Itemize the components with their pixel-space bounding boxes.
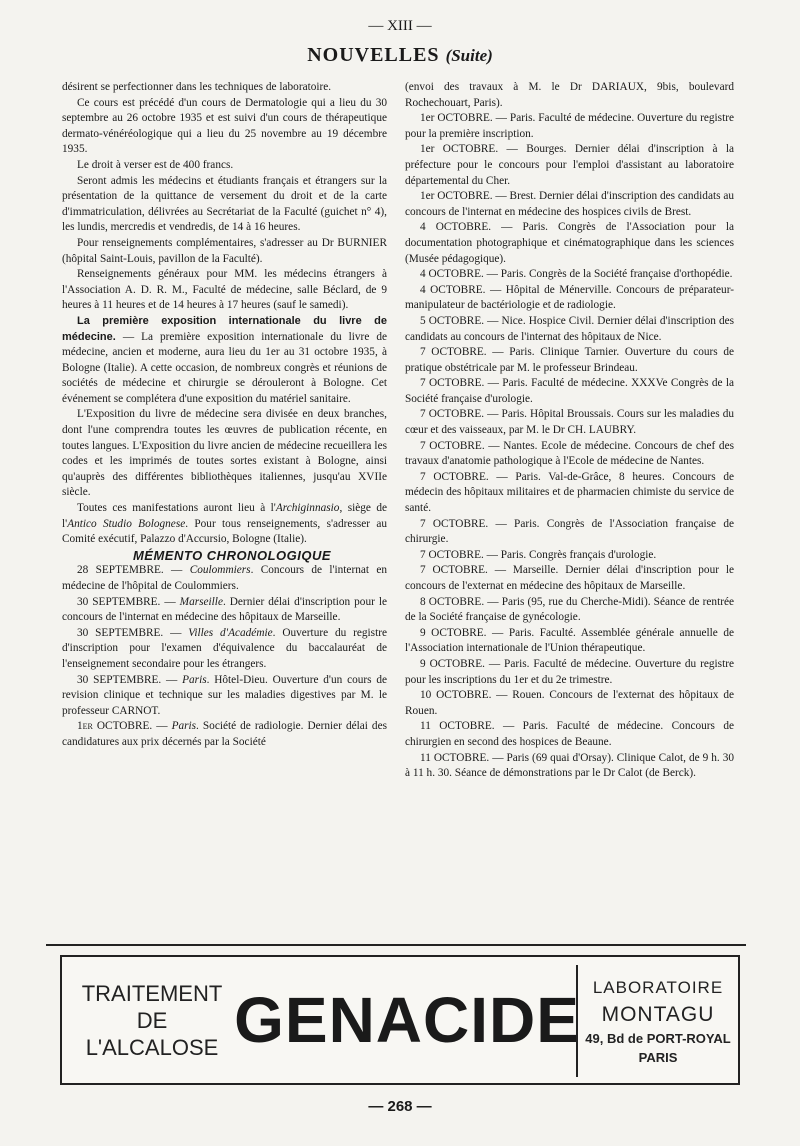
ad-line: MONTAGU	[601, 1003, 715, 1026]
memento-item: 7 OCTOBRE. — Paris. Hôpital Broussais. Cours sur les maladies du cœur et des vaisseaux, par M. le Dr CH. LAUBRY.	[405, 408, 734, 437]
memento-item: 7 OCTOBRE. — Paris. Clinique Tarnier. Ouverture du cours de pratique obstétricale par M. le professeur Brindeau.	[405, 346, 734, 374]
text: Archiginnasio	[275, 502, 340, 515]
title-main: NOUVELLES	[307, 44, 440, 66]
paragraph	[62, 501, 387, 548]
page-roman-number: — XIII —	[368, 18, 432, 34]
date: 28 SEPTEMBRE.	[77, 564, 164, 577]
paragraph: Renseignements généraux pour MM. les médecins étrangers à l'Association A. D. R. M., Faculté de médecine, salle Béclard, de 9 heures à 11 heures et de 14 heures à 17 heures (sauf le samedi).	[62, 268, 387, 312]
memento-item: 1er OCTOBRE. — Paris. Faculté de médecine. Ouverture du registre pour la première inscription.	[405, 112, 734, 140]
place: Paris	[182, 673, 207, 686]
memento-item: 30 SEPTEMBRE. — Villes d'Académie. Ouverture du registre d'inscription pour l'examen d'équivalence du baccalauréat de l'enseignement secondaire pour les étrangers.	[62, 626, 387, 670]
ad-line: L'ALCALOSE	[85, 1034, 219, 1060]
memento-item: 9 OCTOBRE. — Paris. Faculté de médecine. Ouverture du registre pour les inscriptions du 1er et du 2e trimestre.	[405, 657, 734, 686]
memento-item: 28 SEPTEMBRE. — Coulommiers. Concours de l'internat en médecine de l'hôpital de Coulommiers.	[62, 564, 387, 592]
memento-title: MÉMENTO CHRONOLOGIQUE	[132, 547, 332, 563]
memento-item: 4 OCTOBRE. — Paris. Congrès de l'Association pour la documentation photographique et cinématographique dans les sciences (Musée pédagogique).	[405, 221, 734, 265]
memento-item: 1er OCTOBRE. — Brest. Dernier délai d'inscription des candidats au concours de l'internat en médecine des hospices civils de Brest.	[405, 190, 734, 218]
memento-item: 7 OCTOBRE. — Nantes. Ecole de médecine. Concours de chef des travaux d'anatomie pathologique à l'Ecole de médecine de Nantes.	[405, 439, 734, 468]
place: Coulommiers	[189, 564, 251, 577]
title-suite: (Suite)	[445, 46, 493, 65]
text: . Ouverture du registre d'inscription pour l'examen d'équivalence du baccalauréat de l'enseignement secondaire pour les étrangers.	[62, 626, 387, 670]
date: 30 SEPTEMBRE.	[77, 673, 162, 686]
memento-item: 4 OCTOBRE. — Hôpital de Ménerville. Concours de préparateur-manipulateur de bactériologie et de radiologie.	[405, 283, 734, 312]
memento-item: 4 OCTOBRE. — Paris. Congrès de la Société française d'orthopédie.	[420, 268, 733, 281]
memento-item: 5 OCTOBRE. — Nice. Hospice Civil. Dernier délai d'inscription des candidats au concours de l'internat des hôpitaux de Nice.	[405, 314, 734, 343]
paragraph: Pour renseignements complémentaires, s'adresser au Dr BURNIER (hôpital Saint-Louis, pavillon de la Faculté).	[62, 236, 387, 265]
text: . Pour tous renseignements, s'adresser au Comité exécutif, Palazzo d'Accursio, Bologne (Italie).	[62, 517, 387, 546]
expo-heading: La première exposition internationale du livre de médecine.	[62, 314, 387, 343]
ad-line: TRAITEMENT	[81, 980, 223, 1006]
paragraph: Le droit à verser est de 400 francs.	[77, 158, 234, 171]
paragraph: Seront admis les médecins et étudiants français et étrangers sur la présentation de la quittance de versement du droit et de la carte d'immatriculation, délivrées au Secrétariat de la Faculté (guichet n° 4), les lundis, mercredis et vendredis, de 14 à 16 heures.	[62, 174, 387, 234]
text: . Société de radiologie. Dernier délai des candidatures aux prix décernés par la Société	[62, 720, 387, 748]
paragraph: Ce cours est précédé d'un cours de Dermatologie qui a lieu du 30 septembre au 26 octobre 1935 et est suivi d'un cours de thérapeutique dermato-vénéréologique qui a lieu du 25 novembre au 19 décembre 1935.	[62, 96, 387, 156]
memento-item: 30 SEPTEMBRE. — Marseille. Dernier délai d'inscription pour le concours de l'internat en médecine des hôpitaux de Marseille.	[62, 595, 387, 624]
advertisement	[60, 955, 740, 1085]
memento-item: 30 SEPTEMBRE. — Paris. Hôtel-Dieu. Ouverture d'un cours de revision clinique et technique sur les maladies digestives par M. le professeur CARNOT.	[62, 673, 387, 717]
ad-line: PARIS	[638, 1050, 678, 1065]
right-column	[405, 80, 734, 782]
memento-item: 7 OCTOBRE. — Marseille. Dernier délai d'inscription pour le concours de l'externat en médecine des hôpitaux de Marseille.	[405, 564, 734, 592]
memento-item: 8 OCTOBRE. — Paris (95, rue du Cherche-Midi). Séance de rentrée de la Société française de gynécologie.	[405, 595, 734, 624]
ad-line: LABORATOIRE	[592, 978, 724, 997]
ad-line: DE	[136, 1007, 168, 1033]
memento-item: 1er OCTOBRE. — Paris. Société de radiologie. Dernier délai des candidatures aux prix décernés par la Société	[62, 720, 387, 748]
text: Antico Studio Bolognese	[67, 517, 186, 530]
paragraph: L'Exposition du livre de médecine sera divisée en deux branches, dont l'une comprendra toutes les œuvres de publication récente, en toutes langues. L'Exposition du livre ancien de médecine recueillera les codes et les imprimés de toutes sortes existant à Bologne, ainsi qu'auprès des différentes bibliothèques italiennes, jusqu'au XVIIe siècle.	[62, 408, 387, 499]
ad-laboratory	[576, 965, 738, 1077]
memento-item: 1er OCTOBRE. — Bourges. Dernier délai d'inscription à la préfecture pour le concours pour l'emploi d'assistant au laboratoire départemental du Cher.	[405, 143, 734, 187]
text: . Hôtel-Dieu. Ouverture d'un cours de revision clinique et technique sur les maladies digestives par M. le professeur CARNOT.	[62, 673, 387, 717]
memento-item: 7 OCTOBRE. — Paris. Val-de-Grâce, 8 heures. Concours de médecin des hôpitaux militaires et de pharmacien chimiste du service de santé.	[405, 470, 734, 515]
date: 30 SEPTEMBRE.	[77, 595, 161, 608]
memento-item: (envoi des travaux à M. le Dr DARIAUX, 9bis, boulevard Rochechouart, Paris).	[405, 81, 734, 109]
place: Villes d'Académie	[188, 626, 273, 639]
ad-line: 49, Bd de PORT-ROYAL	[585, 1031, 731, 1046]
horizontal-rule	[46, 944, 746, 946]
memento-item: 7 OCTOBRE. — Paris. Congrès français d'urologie.	[420, 548, 657, 561]
page-title	[0, 44, 800, 67]
expo-paragraph	[62, 314, 387, 408]
memento-item: 10 OCTOBRE. — Rouen. Concours de l'externat des hôpitaux de Rouen.	[405, 689, 734, 717]
expo-text: — La première exposition internationale du livre de médecine, ancien et moderne, aura lieu du 1er au 31 octobre 1935, à Bologne (Italie). A cette occasion, de nombreux congrès et réunions de sociétés de médecine et chirurgie se dérouleront à Bologne. Cet événement se complétera d'une exposition du matériel sanitaire.	[62, 330, 387, 405]
text: . Concours de l'internat en médecine de l'hôpital de Coulommiers.	[62, 564, 387, 592]
date: 30 SEPTEMBRE.	[77, 626, 164, 639]
place: Paris	[171, 720, 197, 733]
place: Marseille	[179, 595, 223, 608]
date: 1er OCTOBRE.	[77, 720, 153, 733]
paragraph: désirent se perfectionner dans les techniques de laboratoire.	[62, 81, 332, 93]
ad-brand: GENACIDE	[234, 984, 580, 1056]
text: . Dernier délai d'inscription pour le concours de l'internat en médecine des hôpitaux de Marseille.	[62, 595, 387, 624]
ad-treatment	[62, 957, 242, 1083]
memento-item: 11 OCTOBRE. — Paris. Faculté de médecine. Concours de chirurgien en second des hospices de Beaune.	[405, 720, 734, 748]
text: Toutes ces manifestations auront lieu à l'	[77, 502, 276, 515]
text: , siège de l'	[62, 502, 387, 530]
memento-item: 7 OCTOBRE. — Paris. Congrès de l'Association française de chirurgie.	[405, 517, 734, 546]
memento-item: 7 OCTOBRE. — Paris. Faculté de médecine. XXXVe Congrès de la Société française d'urologie.	[405, 377, 734, 405]
left-column	[62, 80, 387, 751]
memento-item: 11 OCTOBRE. — Paris (69 quai d'Orsay). Clinique Calot, de 9 h. 30 à 11 h. 30. Séance de démonstrations par le Dr Calot (de Berck).	[405, 751, 734, 780]
page-number: — 268 —	[368, 1098, 432, 1115]
memento-item: 9 OCTOBRE. — Paris. Faculté. Assemblée générale annuelle de l'Association internationale de l'Union thérapeutique.	[405, 626, 734, 655]
